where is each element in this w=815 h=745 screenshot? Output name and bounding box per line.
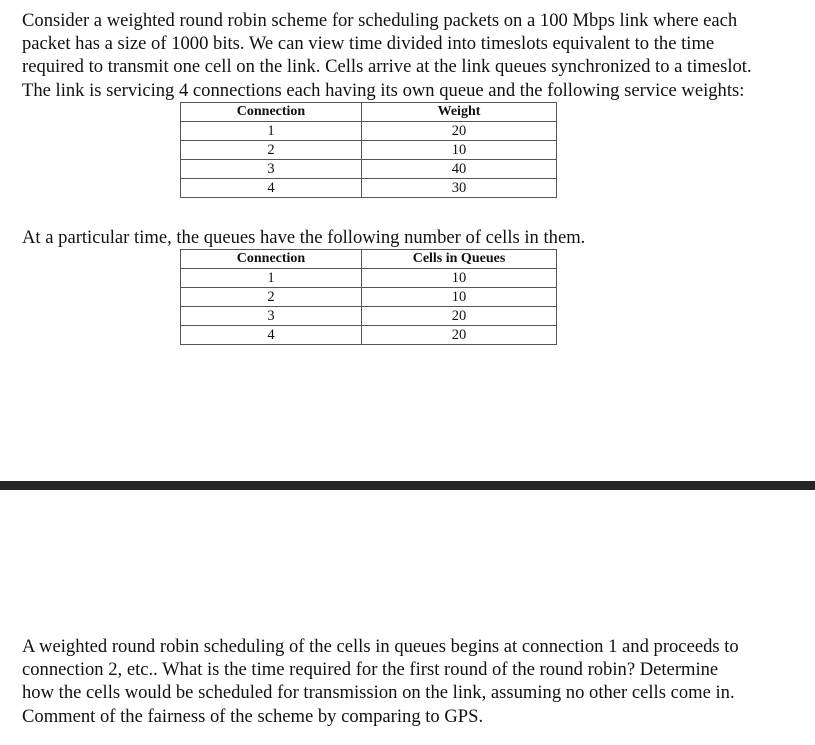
weight-cell: 40 — [362, 160, 557, 179]
weight-cell: 30 — [362, 179, 557, 198]
column-header-cells-in-queues: Cells in Queues — [362, 250, 557, 269]
cells-count-cell: 20 — [362, 307, 557, 326]
intro-line: Consider a weighted round robin scheme for scheduling packets on a 100 Mbps link where each — [22, 10, 738, 31]
table-header-row — [181, 103, 557, 122]
table-row — [181, 269, 557, 288]
intro-line: The link is servicing 4 connections each having its own queue and the following service weights: — [22, 79, 745, 101]
intro-line: required to transmit one cell on the link. Cells arrive at the link queues synchronized to a timeslot. — [22, 56, 752, 78]
table-row — [181, 141, 557, 160]
table-row — [181, 160, 557, 179]
weight-cell: 20 — [362, 122, 557, 141]
weight-cell: 10 — [362, 141, 557, 160]
question-line: connection 2, etc.. What is the time required for the first round of the round robin? Determine — [22, 659, 719, 681]
section-divider — [0, 481, 815, 490]
connection-cell: 4 — [181, 179, 362, 198]
connection-cell: 3 — [181, 160, 362, 179]
connection-cell: 2 — [181, 141, 362, 160]
table-row — [181, 122, 557, 141]
table-row — [181, 307, 557, 326]
table-header-row — [181, 250, 557, 269]
connection-cell: 4 — [181, 326, 362, 345]
intro-line: packet has a size of 1000 bits. We can view time divided into timeslots equivalent to the time — [22, 33, 715, 55]
column-header-connection: Connection — [181, 250, 362, 269]
connection-cell: 3 — [181, 307, 362, 326]
cells-count-cell: 10 — [362, 288, 557, 307]
connection-cell: 1 — [181, 122, 362, 141]
question-line: A weighted round robin scheduling of the cells in queues begins at connection 1 and proceeds to — [22, 636, 739, 657]
cells-count-cell: 20 — [362, 326, 557, 345]
column-header-weight: Weight — [362, 103, 557, 122]
cells-count-cell: 10 — [362, 269, 557, 288]
question-line: Comment of the fairness of the scheme by comparing to GPS. — [22, 705, 484, 727]
connection-cell: 1 — [181, 269, 362, 288]
connection-cell: 2 — [181, 288, 362, 307]
intro-paragraph — [22, 9, 752, 102]
table-row — [181, 179, 557, 198]
weights-table — [180, 102, 557, 198]
question-paragraph — [22, 635, 739, 728]
column-header-connection: Connection — [181, 103, 362, 122]
queues-intro-text: At a particular time, the queues have the following number of cells in them. — [22, 227, 586, 248]
queues-table — [180, 249, 557, 345]
table-row — [181, 326, 557, 345]
question-line: how the cells would be scheduled for transmission on the link, assuming no other cells come in. — [22, 682, 735, 704]
table-row — [181, 288, 557, 307]
